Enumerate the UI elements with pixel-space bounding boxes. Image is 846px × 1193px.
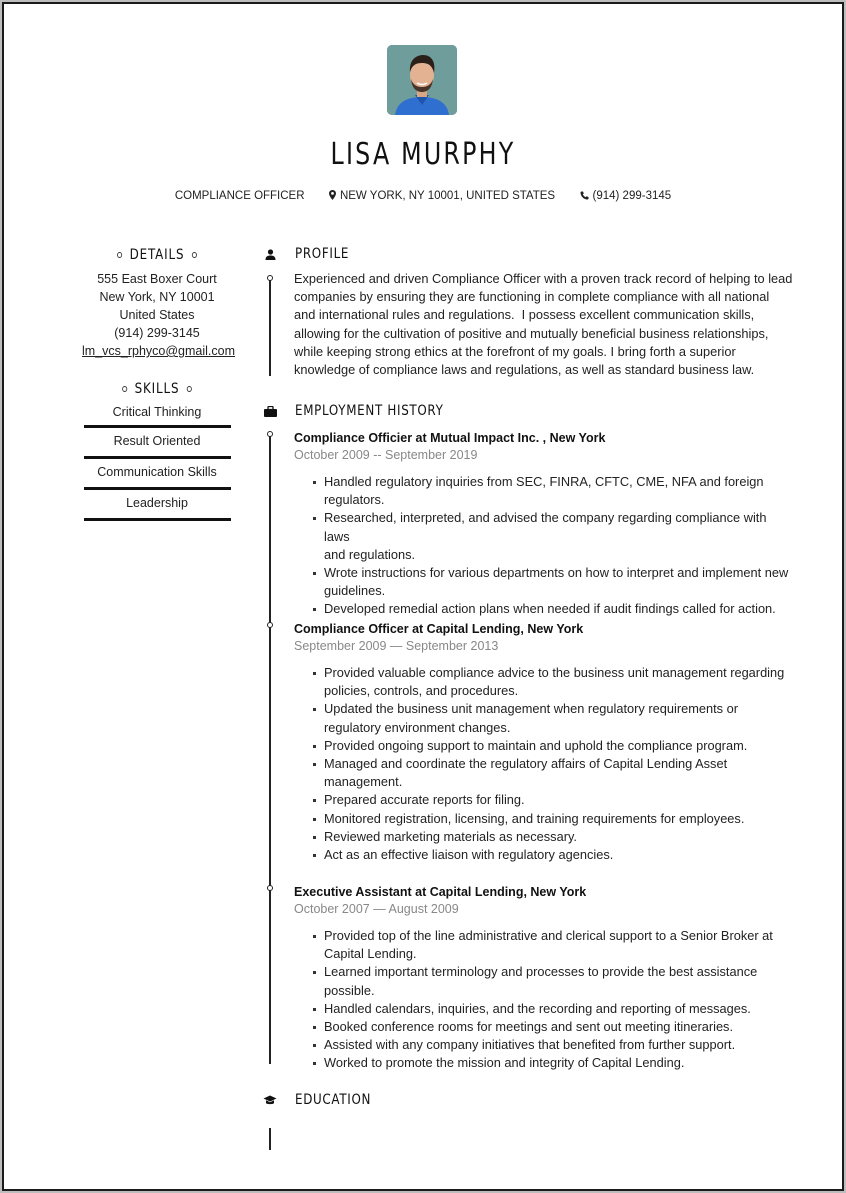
candidate-name: LISA MURPHY — [330, 137, 516, 172]
person-photo-icon — [387, 45, 457, 115]
briefcase-icon — [263, 404, 277, 418]
job-bullet: Researched, interpreted, and advised the company regarding compliance with laws and regulations. — [314, 509, 794, 564]
address-line1: 555 East Boxer Court — [97, 272, 217, 286]
job-bullet: Assisted with any company initiatives that benefited from further support. — [314, 1036, 794, 1054]
bullet-circle-icon — [122, 386, 127, 392]
profile-title: PROFILE — [295, 246, 350, 262]
sidebar — [82, 244, 236, 521]
job-entry — [294, 884, 794, 1073]
skill-item: Leadership — [84, 490, 231, 521]
timeline-node — [267, 622, 273, 628]
job-bullet: Provided ongoing support to maintain and uphold the compliance program. — [314, 737, 794, 755]
user-icon — [263, 247, 277, 261]
timeline-line — [269, 1128, 271, 1150]
bullet-circle-icon — [187, 386, 192, 392]
job-bullet: Developed remedial action plans when needed if audit findings called for action. — [314, 600, 794, 618]
skill-item: Communication Skills — [84, 459, 231, 490]
job-bullets — [294, 927, 794, 1073]
job-bullet: Handled calendars, inquiries, and the recording and reporting of messages. — [314, 1000, 794, 1018]
details-title: DETAILS — [129, 247, 185, 263]
profile-line: allowing for the cultivation of positive and mutually beneficial business relationships, — [294, 325, 769, 341]
header-contact-line — [4, 190, 842, 202]
skills-list — [82, 400, 232, 521]
profile-line: knowledge of compliance laws and regulations, as well as standard business law. — [294, 362, 755, 378]
job-bullet: Act as an effective liaison with regulatory agencies. — [314, 846, 794, 864]
job-bullet: Worked to promote the mission and integrity of Capital Lending. — [314, 1054, 794, 1072]
header-job-title: COMPLIANCE OFFICER — [174, 190, 305, 203]
bullet-circle-icon — [117, 252, 122, 258]
header-location-text: NEW YORK, NY 10001, UNITED STATES — [339, 190, 556, 202]
education-title: EDUCATION — [295, 1092, 372, 1108]
profile-line: and international rules and regulations. I possess excellent communication skills, — [294, 307, 755, 323]
job-bullet: Managed and coordinate the regulatory affairs of Capital Lending Asset management. — [314, 755, 794, 791]
header-phone-text: (914) 299-3145 — [592, 190, 672, 202]
job-bullet: Prepared accurate reports for filing. — [314, 791, 794, 809]
map-pin-icon — [329, 190, 336, 200]
job-title: Compliance Officer at Capital Lending, New York — [294, 622, 584, 636]
details-heading — [93, 244, 221, 266]
header-phone — [580, 190, 672, 202]
job-bullet: Booked conference rooms for meetings and sent out meeting itineraries. — [314, 1018, 794, 1036]
job-title: Compliance Officier at Mutual Impact Inc. , New York — [294, 431, 606, 445]
graduation-cap-icon — [263, 1093, 277, 1107]
profile-photo — [387, 45, 457, 115]
job-bullet: Learned important terminology and processes to provide the best assistance possible. — [314, 963, 794, 999]
profile-line: Experienced and driven Compliance Officer with a proven track record of helping to lead — [294, 271, 793, 286]
skill-item: Result Oriented — [84, 428, 231, 459]
timeline-line — [269, 436, 271, 1064]
phone-icon — [580, 191, 589, 200]
header-location — [329, 190, 555, 202]
job-bullet: Reviewed marketing materials as necessary. — [314, 828, 794, 846]
resume-page — [2, 2, 844, 1191]
job-entry — [294, 430, 794, 619]
details-phone: (914) 299-3145 — [114, 326, 200, 340]
job-bullets — [294, 664, 794, 864]
job-entry — [294, 621, 794, 864]
timeline-node — [267, 431, 273, 437]
job-bullet: Updated the business unit management when regulatory requirements or regulatory environment changes. — [314, 700, 794, 736]
bullet-circle-icon — [192, 252, 197, 258]
timeline-node — [267, 885, 273, 891]
email-link[interactable]: lm_vcs_rphyco@gmail.com — [82, 344, 236, 358]
timeline-line — [269, 280, 271, 376]
job-dates: September 2009 — September 2013 — [294, 639, 499, 653]
profile-summary — [294, 270, 794, 379]
education-heading — [263, 1089, 385, 1111]
address-line2: New York, NY 10001 — [99, 290, 215, 304]
skills-title: SKILLS — [134, 381, 180, 397]
profile-line: companies by ensuring they are functioning in complete compliance with all national — [294, 289, 770, 305]
job-dates: October 2009 -- September 2019 — [294, 448, 478, 462]
job-bullet: Provided top of the line administrative and clerical support to a Senior Broker at Capital Lending. — [314, 927, 794, 963]
job-bullet: Wrote instructions for various departments on how to interpret and implement new guidelines. — [314, 564, 794, 600]
job-bullet: Handled regulatory inquiries from SEC, FINRA, CFTC, CME, NFA and foreign regulators. — [314, 473, 794, 509]
profile-heading — [263, 243, 359, 265]
skills-heading — [93, 378, 221, 400]
timeline-node — [267, 275, 273, 281]
job-bullet: Monitored registration, licensing, and training requirements for employees. — [314, 810, 794, 828]
employment-heading — [263, 400, 470, 422]
job-title: Executive Assistant at Capital Lending, New York — [294, 885, 587, 899]
address-country: United States — [119, 308, 195, 322]
details-block — [82, 270, 236, 360]
skill-item: Critical Thinking — [84, 400, 231, 428]
job-bullet: Provided valuable compliance advice to the business unit management regarding policies, controls, and procedures. — [314, 664, 794, 700]
profile-line: while keeping strong ethics at the forefront of my goals. I bring forth a superior — [294, 343, 736, 359]
job-bullets — [294, 473, 794, 619]
employment-title: EMPLOYMENT HISTORY — [295, 403, 444, 419]
job-dates: October 2007 — August 2009 — [294, 902, 459, 916]
